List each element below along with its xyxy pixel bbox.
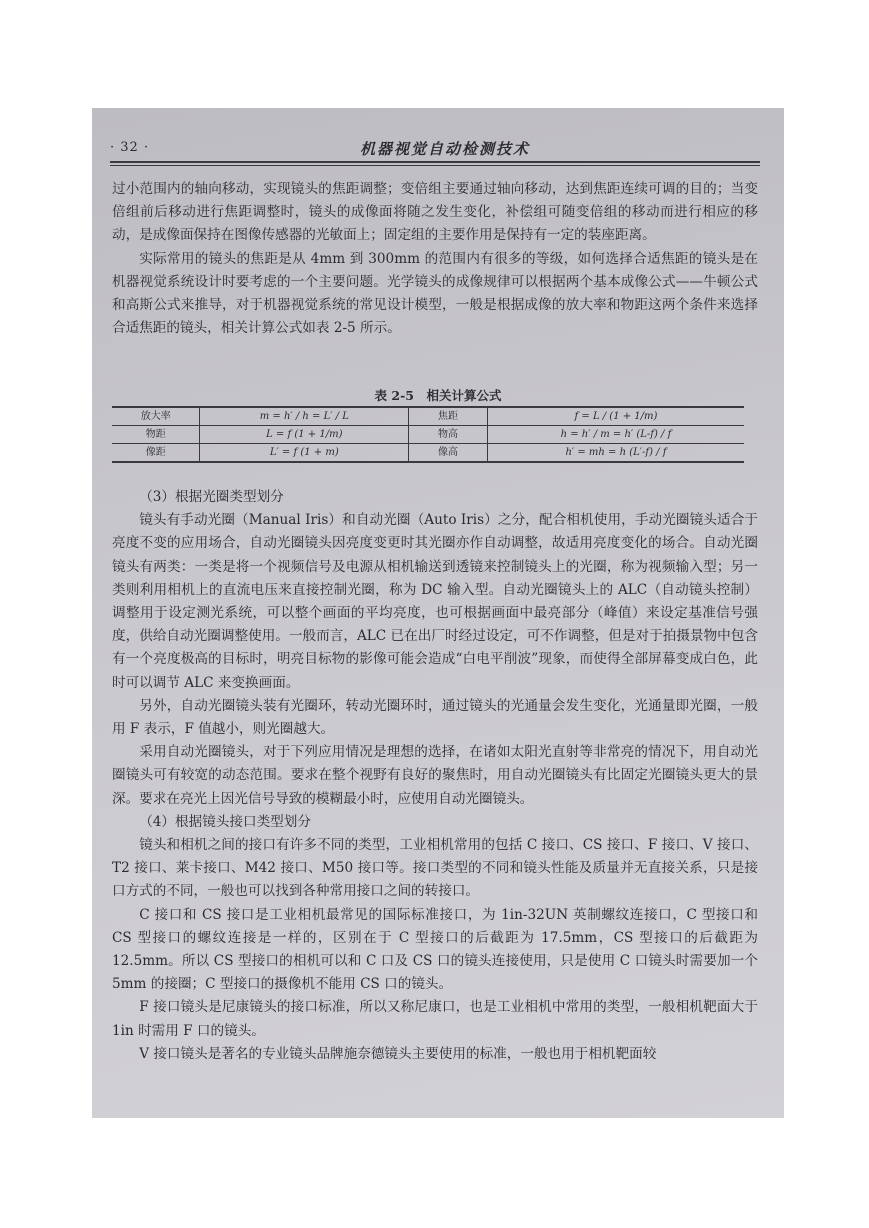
paragraph: 实际常用的镜头的焦距是从 4mm 到 300mm 的范围内有很多的等级，如何选择合适焦距的镜头是在机器视觉系统设计时要考虑的一个主要问题。光学镜头的成像规律可以根据两个基本成像公式——牛顿公式和高斯公式来推导，对于机器视觉系统的常见设计模型，一般是根据成像的放大率和物距这两个条件来选择合适焦距的镜头，相关计算公式如表 2-5 所示。: [112, 250, 758, 337]
paragraph: C 接口和 CS 接口是工业相机最常见的国际标准接口，为 1in-32UN 英制螺纹连接口，C 型接口和 CS 型接口的螺纹连接是一样的，区别在于 C 型接口的后截距为 17.5mm，CS 型接口的后截距为 12.5mm。所以 CS 型接口的相机可以和 C 口及 CS 口的镜头连接使用，只是使用 C 口镜头时需要加一个 5mm 的接圈；C 型接口的摄像机不能用 CS 口的镜头。: [112, 906, 758, 993]
section-heading: （3）根据光圈类型划分: [139, 489, 284, 505]
table-caption: 表 2-5 相关计算公式: [374, 388, 502, 403]
paragraph: 另外，自动光圈镜头装有光圈环，转动光圈环时，通过镜头的光通量会发生变化，光通量即光圈，一般用 F 表示，F 值越小，则光圈越大。: [112, 697, 758, 738]
paragraph: 采用自动光圈镜头，对于下列应用情况是理想的选择，在诸如太阳光直射等非常亮的情况下，用自动光圈镜头可有较宽的动态范围。要求在整个视野有良好的聚焦时，用自动光圈镜头有比固定光圈镜头更大的景深。要求在亮光上因光信号导致的模糊最小时，应使用自动光圈镜头。: [112, 744, 758, 807]
table-cell: 像距: [112, 444, 200, 463]
paragraph: 过小范围内的轴向移动，实现镜头的焦距调整；变倍组主要通过轴向移动，达到焦距连续可调的目的；当变倍组前后移动进行焦距调整时，镜头的成像面将随之发生变化，补偿组可随变倍组的移动而进行相应的移动，是成像面保持在图像传感器的光敏面上；固定组的主要作用是保持有一定的装座距离。: [112, 181, 758, 244]
book-page: [92, 108, 784, 1118]
table-cell: L = f (1 + 1/m): [200, 426, 409, 444]
table-cell: m = h′ / h = L′ / L: [200, 407, 409, 426]
table-row: [112, 444, 744, 463]
table-row: [112, 407, 744, 426]
table-row: [112, 426, 744, 444]
table-cell: 焦距: [409, 407, 488, 426]
table-cell: 放大率: [112, 407, 200, 426]
table-cell: 物高: [409, 426, 488, 444]
table-cell: f = L / (1 + 1/m): [487, 407, 744, 426]
paragraph: 镜头和相机之间的接口有许多不同的类型，工业相机常用的包括 C 接口、CS 接口、F 接口、V 接口、T2 接口、莱卡接口、M42 接口、M50 接口等。接口类型的不同和镜头性能及质量并无直接关系，只是接口方式的不同，一般也可以找到各种常用接口之间的转接口。: [112, 837, 758, 900]
formula-table: [112, 406, 744, 463]
section-heading: （4）根据镜头接口类型划分: [139, 813, 311, 830]
paragraph: F 接口镜头是尼康镜头的接口标准，所以又称尼康口，也是工业相机中常用的类型，一般相机靶面大于 1in 时需用 F 口的镜头。: [112, 999, 758, 1039]
main-text-block: [112, 486, 758, 1066]
page-header: [110, 138, 760, 158]
page-number: · 32 ·: [110, 140, 150, 155]
table-cell: L′ = f (1 + m): [200, 444, 409, 463]
header-rule-thin: [110, 165, 760, 166]
paragraph: 镜头有手动光圈（Manual Iris）和自动光圈（Auto Iris）之分，配合相机使用，手动光圈镜头适合于亮度不变的应用场合，自动光圈镜头因亮度变更时其光圈亦作自动调整，故适用亮度变化的场合。自动光圈镜头有两类：一类是将一个视频信号及电源从相机输送到透镜来控制镜头上的光圈，称为视频输入型；另一类则利用相机上的直流电压来直接控制光圈，称为 DC 输入型。自动光圈镜头上的 ALC（自动镜头控制）调整用于设定测光系统，可以整个画面的平均亮度，也可根据画面中最亮部分（峰值）来设定基准信号强度，供给自动光圈调整使用。一般而言，ALC 已在出厂时经过设定，可不作调整，但是对于拍摄景物中包含有一个亮度极高的目标时，明亮目标物的影像可能会造成“白电平削波”现象，而使得全部屏幕变成白色，此时可以调节 ALC 来变换画面。: [112, 512, 758, 691]
table-cell: 像高: [409, 444, 488, 463]
table-cell: h = h′ / m = h′ (L-f) / f: [487, 426, 744, 444]
header-rule: [110, 161, 760, 163]
top-text-block: [112, 178, 758, 340]
table-cell: h′ = mh = h (L′-f) / f: [487, 444, 744, 463]
paragraph: V 接口镜头是著名的专业镜头品牌施奈德镜头主要使用的标准，一般也用于相机靶面较: [139, 1045, 657, 1062]
table-cell: 物距: [112, 426, 200, 444]
running-head: 机器视觉自动检测技术: [360, 140, 531, 158]
